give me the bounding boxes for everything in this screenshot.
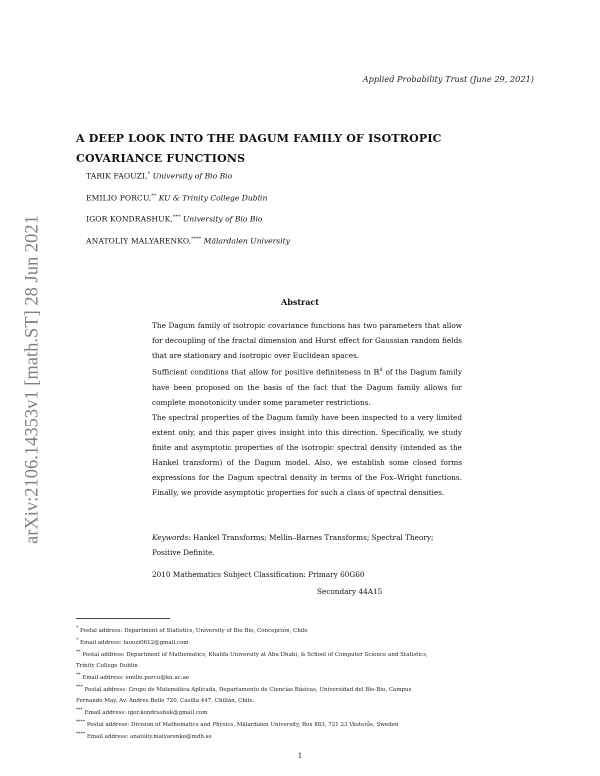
footnote-text: Email address: emilio.porcu@ku.ac.ae [80, 674, 190, 681]
author-2 [86, 193, 267, 203]
abstract-p2-start: Sufficient conditions that allow for positive definiteness in ℝ [152, 367, 380, 377]
author-name: TARIK FAOUZI, [86, 171, 148, 181]
title-line-1: A DEEP LOOK INTO THE DAGUM FAMILY OF ISOTROPIC [76, 132, 442, 145]
author-name: EMILIO PORCU, [86, 193, 152, 203]
footnote [76, 636, 536, 648]
footnote-continuation [76, 661, 536, 671]
keywords [152, 530, 462, 560]
keywords-text: Hankel Transforms; Mellin–Barnes Transforms; Spectral Theory; Positive Definite. [152, 533, 434, 558]
msc-primary: 2010 Mathematics Subject Classification: Primary 60G60 [152, 570, 365, 579]
abstract-paragraph-2 [152, 363, 462, 410]
footnote-mark: ** [76, 650, 81, 656]
footnote [76, 706, 536, 718]
abstract-heading: Abstract [281, 297, 319, 307]
footnote-text: Postal address: Department of Mathematics, Khalifa University at Abu Dhabi, & School of Computer Science and Statistics, [80, 652, 428, 659]
author-affiliation: University of Bio Bio [180, 214, 263, 224]
footnote-mark: * [76, 638, 79, 644]
author-affiliation: Mälardalen University [201, 236, 290, 246]
dimension-superscript: d [379, 367, 383, 374]
abstract-p2-end: of the Dagum family have been proposed on the basis of the fact that the Dagum family allows for complete monotonicity under some parameter restrictions. [152, 367, 462, 407]
footnote [76, 648, 536, 660]
author-4 [86, 236, 290, 246]
author-footnote-mark: **** [191, 236, 202, 242]
author-name: IGOR KONDRASHUK, [86, 214, 173, 224]
footnote-text: Postal address: Department of Statistics, University of Bio Bio, Concepción, Chile [78, 627, 308, 634]
title-line-2: COVARIANCE FUNCTIONS [76, 152, 246, 165]
footnote [76, 624, 536, 636]
author-3 [86, 214, 262, 224]
abstract-body [152, 318, 462, 501]
page-number: 1 [297, 752, 303, 760]
msc-secondary: Secondary 44A15 [317, 587, 383, 596]
footnote [76, 730, 536, 742]
abstract-paragraph-1: The Dagum family of isotropic covariance functions has two parameters that allow for decoupling of the fractal dimension and Hurst effect for Gaussian random fields that are stationary and isotropic over Euclidean spaces. [152, 321, 462, 361]
author-name: ANATOLIY MALYARENKO, [86, 236, 192, 246]
footnote-text: Fernando May, Av. Andres Bello 720, Casilla 447, Chillán, Chile. [76, 697, 255, 704]
arxiv-identifier-stamp: arXiv:2106.14353v1 [math.ST] 28 Jun 2021 [22, 215, 43, 545]
footnote-text: Email address: igor.kondrashuk@gmail.com [82, 709, 208, 716]
keywords-label: Keywords: [152, 533, 191, 542]
footnote [76, 718, 536, 730]
footnote-text: Email address: anatoliy.malyarenko@mdh.se [85, 734, 212, 741]
footnote-text: Postal address: Grupo de Matemática Aplicada, Departamento de Ciencias Básicas, Universidad del Bío-Bío, Campus [82, 687, 412, 694]
footnotes [76, 624, 536, 743]
footnote-text: Trinity College Dublin [76, 662, 138, 669]
author-1 [86, 171, 232, 181]
author-footnote-mark: ** [151, 193, 157, 199]
author-affiliation: KU & Trinity College Dublin [156, 193, 268, 203]
footnote-mark: **** [76, 732, 86, 738]
abstract-paragraph-3: The spectral properties of the Dagum family have been inspected to a very limited extent only, and this paper gives insight into this direction. Specifically, we study finite and asymptotic properties of the isotropic spectral density (intended as the Hankel transform) of the Dagum model. Also, we establish some closed forms expressions for the Dagum spectral density in terms of the Fox–Wright functions. Finally, we provide asymptotic properties for such a class of spectral densities. [152, 412, 462, 498]
footnote [76, 683, 536, 695]
journal-header: Applied Probability Trust (June 29, 2021) [362, 74, 534, 84]
footnote-mark: * [76, 626, 79, 631]
footnote-mark: **** [76, 720, 86, 726]
author-footnote-mark: * [147, 171, 151, 177]
footnote-mark: ** [76, 673, 81, 679]
footnote-mark: *** [76, 707, 83, 713]
footnote [76, 671, 536, 683]
footnote-text: Email address: faouzi0612@gmail.com [78, 640, 189, 647]
author-affiliation: University of Bio Bio [150, 171, 233, 181]
footnote-text: Postal address: Division of Mathematics and Physics, Mälardalen University, Box 883, 721 23 Västerås, Sweden [85, 722, 399, 729]
paper-title [76, 129, 536, 169]
footnote-rule [76, 618, 170, 619]
footnote-continuation [76, 696, 536, 706]
footnote-mark: *** [76, 685, 83, 691]
author-footnote-mark: *** [172, 214, 181, 220]
